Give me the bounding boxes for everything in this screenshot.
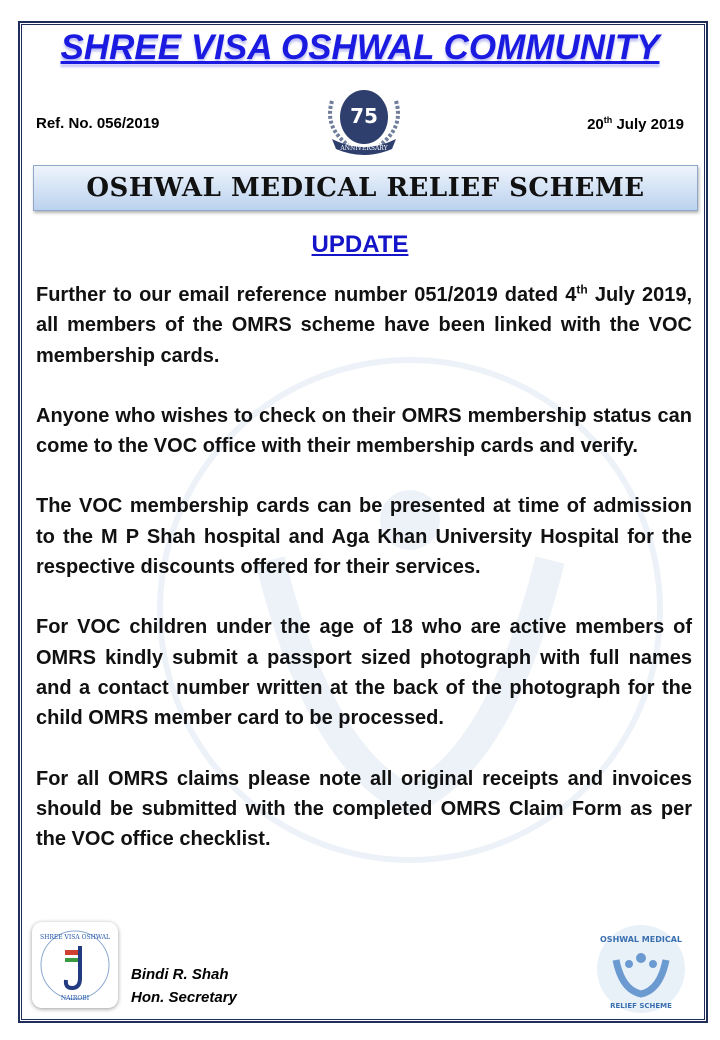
document-date: 20th July 2019 bbox=[587, 115, 684, 133]
update-heading: UPDATE bbox=[311, 231, 409, 258]
paragraph: For VOC children under the age of 18 who are active members of OMRS kindly submit a passport sized photograph with full names and a contact number written at the back of the photograph for the child OMRS member card to be processed. bbox=[36, 616, 692, 730]
signatory-name: Bindi R. Shah bbox=[131, 966, 229, 983]
paragraph: For all OMRS claims please note all original receipts and invoices should be submitted with the completed OMRS Claim Form as per the VOC office checklist. bbox=[36, 767, 692, 851]
paragraph: The VOC membership cards can be presented at time of admission to the M P Shah hospital and Aga Khan University Hospital for the respective discounts offered for their services. bbox=[36, 495, 692, 579]
svg-text:OSHWAL MEDICAL: OSHWAL MEDICAL bbox=[600, 935, 682, 944]
letter-body bbox=[36, 280, 692, 884]
organization-title: SHREE VISA OSHWAL COMMUNITY bbox=[60, 28, 660, 67]
anniversary-emblem bbox=[318, 83, 410, 157]
svg-text:75: 75 bbox=[350, 104, 378, 128]
paragraph: Further to our email reference number 051/2019 dated 4th July 2019, all members of the OMRS scheme have been linked with the VOC membership cards. bbox=[36, 282, 693, 367]
reference-number: Ref. No. 056/2019 bbox=[36, 115, 160, 132]
signatory-title: Hon. Secretary bbox=[131, 989, 237, 1006]
community-logo bbox=[32, 922, 118, 1008]
paragraph: Anyone who wishes to check on their OMRS membership status can come to the VOC office with their membership cards and verify. bbox=[36, 404, 692, 458]
svg-text:NAIROBI: NAIROBI bbox=[60, 995, 90, 1002]
svg-text:SHREE VISA OSHWAL: SHREE VISA OSHWAL bbox=[39, 934, 111, 941]
svg-text:ANNIVERSARY: ANNIVERSARY bbox=[340, 145, 388, 152]
signature-block bbox=[131, 963, 237, 1009]
svg-text:RELIEF SCHEME: RELIEF SCHEME bbox=[610, 1002, 672, 1010]
scheme-banner: OSHWAL MEDICAL RELIEF SCHEME bbox=[33, 165, 698, 211]
medical-scheme-logo bbox=[592, 920, 690, 1018]
